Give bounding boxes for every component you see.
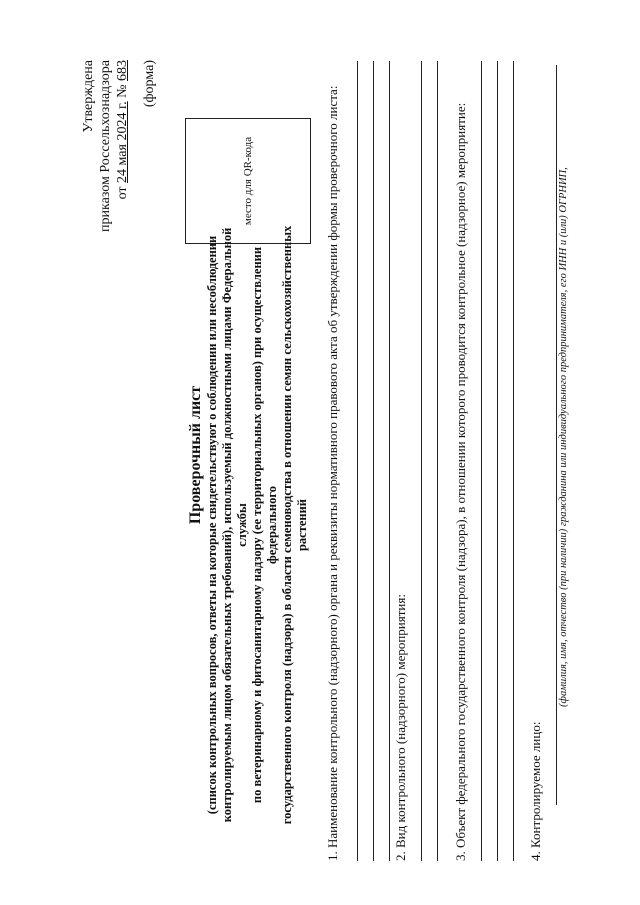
section-4-label: 4. Контролируемое лицо: (528, 721, 543, 861)
subtitle-line: контролируемым лицом обязательных требований), используемый должностными лицами Федеральной службы (220, 227, 249, 823)
section-3-label: 3. Объект федерального государственного контроля (надзора), в отношении которого проводится контрольное (надзорное) мероприятие: (453, 102, 468, 861)
fill-line[interactable] (421, 61, 422, 861)
subtitle-line: растений (295, 498, 309, 552)
fill-line[interactable] (357, 61, 358, 861)
document-subtitle (205, 225, 310, 825)
section-2 (393, 61, 409, 861)
approval-number: 683 (115, 60, 130, 81)
section-4 (528, 61, 544, 861)
fill-line[interactable] (481, 61, 482, 861)
section-3 (453, 61, 469, 861)
fill-line[interactable] (437, 61, 438, 861)
subtitle-line: государственного контроля (надзора) в области семеноводства в отношении семян сельскохозяйственных (280, 225, 294, 825)
fill-line[interactable] (513, 61, 514, 861)
approval-block (80, 60, 131, 232)
approval-line-2: приказом Россельхознадзора (98, 60, 113, 232)
approval-line-1: Утверждена (81, 60, 96, 133)
fill-line[interactable] (373, 61, 374, 861)
section-2-label: 2. Вид контрольного (надзорного) мероприятия: (393, 594, 408, 861)
section-1-label: 1. Наименование контрольного (надзорного) органа и реквизиты нормативного правового акта об утверждении формы проверочного листа: (325, 85, 340, 861)
footnote-caption: (фамилия, имя, отчество (при наличии) гражданина или индивидуального предпринимателя, его ИНН и (или) ОГРНИП, (558, 167, 569, 707)
fill-line[interactable] (497, 61, 498, 861)
fill-line[interactable] (389, 61, 390, 861)
approval-line-3 (114, 60, 131, 232)
fill-line[interactable] (556, 65, 557, 805)
number-prefix: № (115, 84, 130, 98)
approval-date: 24 мая 2024 г. (115, 101, 130, 183)
subtitle-line: (список контрольных вопросов, ответы на которые свидетельствуют о соблюдении или несоблюдении (205, 235, 219, 815)
qr-code-label: место для QR-кода (242, 136, 254, 226)
form-label: (форма) (142, 60, 157, 108)
date-prefix: от (115, 186, 130, 200)
subtitle-line: по ветеринарному и фитосанитарному надзору (ее территориальных органов) при осуществлении федерального (250, 246, 279, 804)
document-title: Проверочный лист (187, 385, 204, 525)
section-1 (325, 61, 341, 861)
